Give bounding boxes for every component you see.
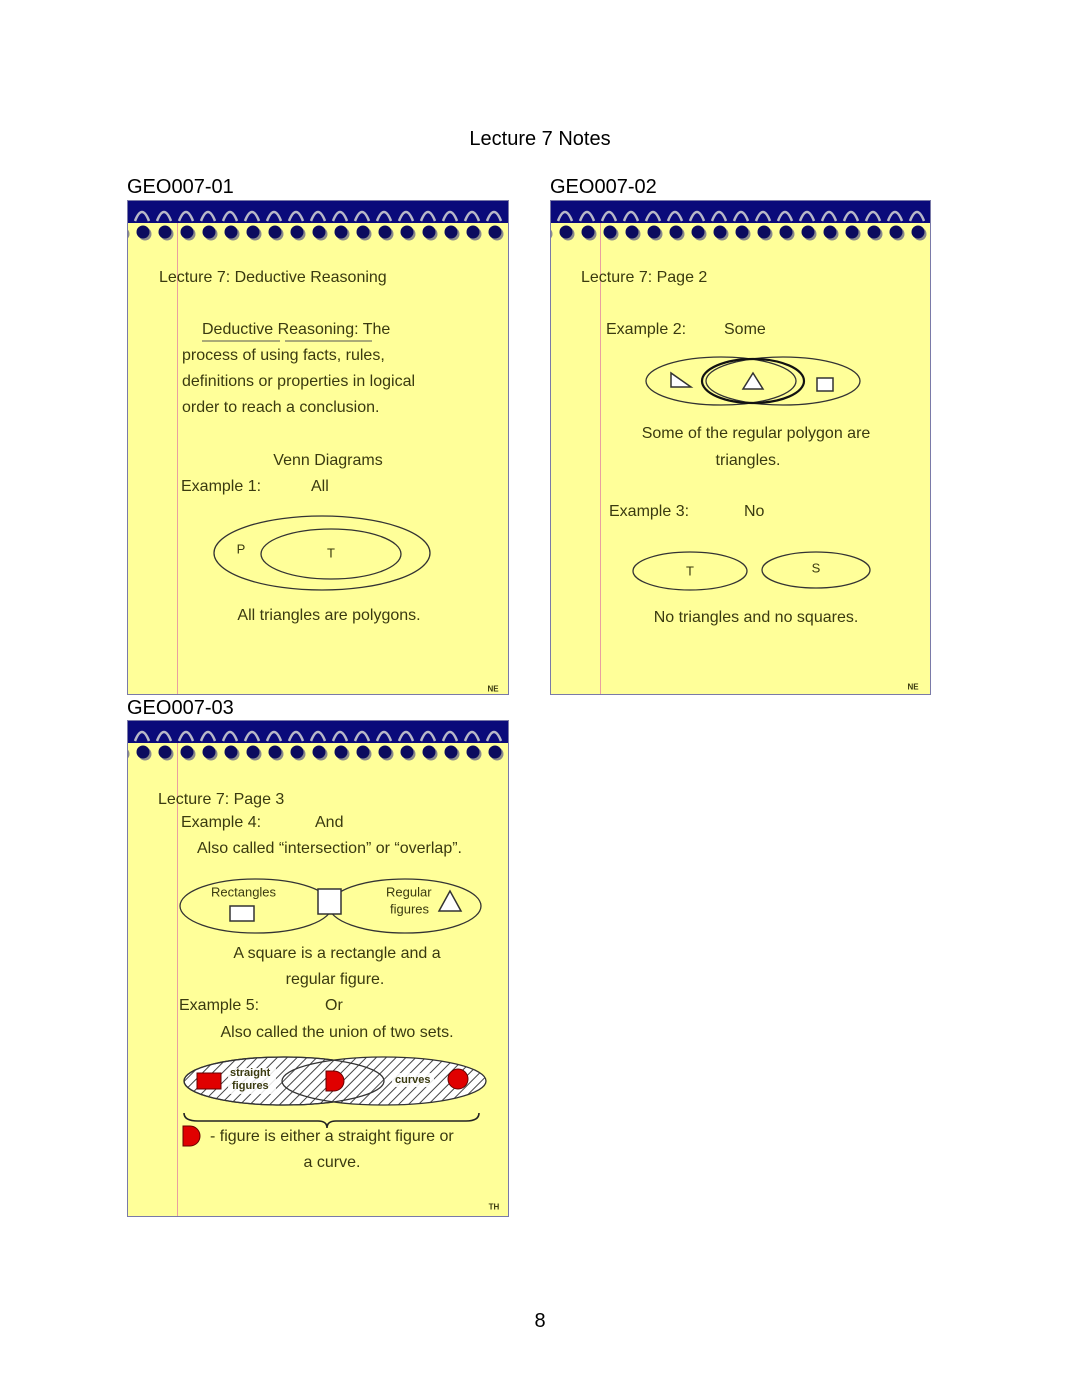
set-label-rectangles: Rectangles — [211, 884, 277, 900]
set-label-t: T — [686, 563, 694, 579]
initials: TH — [488, 1202, 500, 1212]
set-label-p: P — [236, 541, 246, 557]
red-d-shape-icon — [326, 1071, 344, 1091]
set-label-t: T — [327, 545, 335, 561]
set-label-s: S — [811, 560, 821, 576]
square-icon — [318, 889, 341, 914]
slide-heading: Lecture 7: Page 3 — [158, 791, 285, 808]
set-label-curves: curves — [395, 1074, 431, 1086]
set-label-regular: Regular — [386, 884, 432, 900]
red-d-shape-icon — [183, 1126, 200, 1146]
definition-line: order to reach a conclusion. — [182, 399, 380, 416]
example-label: Example 3: — [609, 503, 690, 520]
initials: NE — [907, 682, 919, 692]
example-word: Some — [724, 321, 766, 338]
note: Also called the union of two sets. — [220, 1024, 454, 1041]
slide-heading: Lecture 7: Page 2 — [581, 269, 708, 286]
notepad-slide-1 — [127, 200, 509, 695]
slide-label-1: GEO007-01 — [127, 176, 234, 198]
right-triangle-icon — [671, 373, 691, 387]
rectangle-icon — [230, 906, 254, 921]
example-word: All — [311, 478, 329, 495]
set-label-straight: figures — [232, 1080, 269, 1092]
red-rectangle-icon — [197, 1073, 221, 1089]
set-label-straight: straight — [230, 1067, 271, 1079]
note: Also called “intersection” or “overlap”. — [197, 840, 462, 857]
definition-line: process of using facts, rules, — [182, 347, 385, 364]
slide-label-2: GEO007-02 — [550, 176, 657, 198]
square-icon — [817, 378, 833, 391]
triangle-icon — [439, 891, 461, 911]
caption-line: - figure is either a straight figure or — [210, 1128, 454, 1145]
slide-label-3: GEO007-03 — [127, 697, 234, 719]
example-label: Example 1: — [181, 478, 262, 495]
caption: No triangles and no squares. — [653, 609, 859, 626]
caption-line: Some of the regular polygon are — [641, 425, 871, 442]
venn-title: Venn Diagrams — [273, 452, 383, 469]
caption-line: A square is a rectangle and a — [233, 945, 441, 962]
caption-line: regular figure. — [285, 971, 385, 988]
page-number: 8 — [534, 1310, 546, 1332]
page-title: Lecture 7 Notes — [469, 128, 611, 150]
notepad-slide-2 — [550, 200, 931, 695]
caption-line: a curve. — [303, 1154, 361, 1171]
example-word: No — [744, 503, 765, 520]
brace — [184, 1113, 479, 1128]
slide-heading: Lecture 7: Deductive Reasoning — [159, 269, 387, 286]
caption: All triangles are polygons. — [237, 607, 421, 624]
definition-line: Deductive Reasoning: The — [202, 321, 391, 338]
example-label: Example 5: — [179, 997, 260, 1014]
example-word: And — [315, 814, 344, 831]
example-label: Example 4: — [181, 814, 262, 831]
set-label-regular: figures — [390, 901, 430, 917]
definition-line: definitions or properties in logical — [182, 373, 416, 390]
notepad-slide-3 — [127, 720, 509, 1217]
initials: NE — [487, 684, 499, 694]
caption-line: triangles. — [715, 452, 781, 469]
example-label: Example 2: — [606, 321, 687, 338]
triangle-icon — [743, 373, 763, 389]
red-circle-icon — [448, 1069, 468, 1089]
example-word: Or — [325, 997, 343, 1014]
